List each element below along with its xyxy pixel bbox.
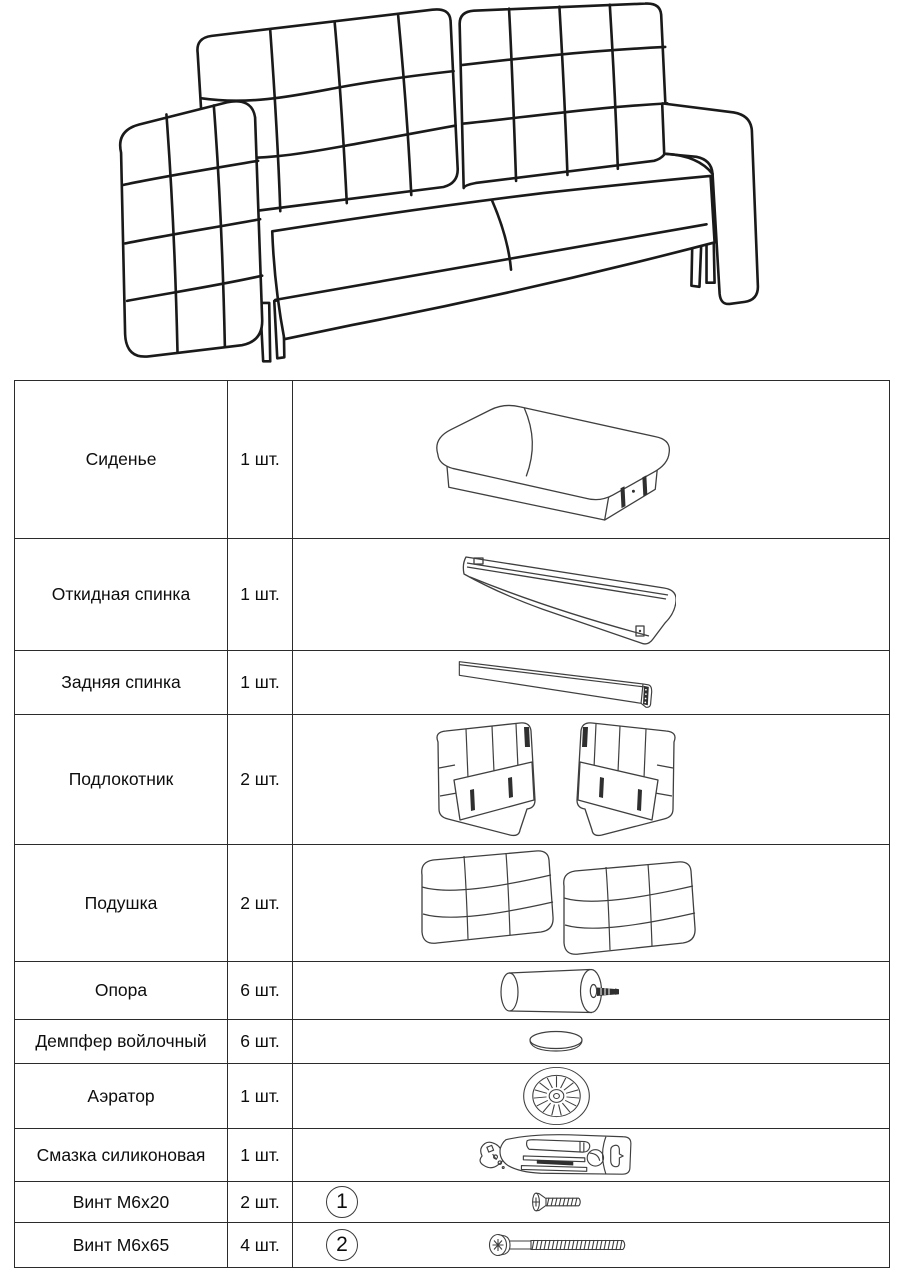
aerator-illustration-icon — [509, 1065, 604, 1127]
part-illustration-cell — [292, 845, 889, 961]
item-2-marker: 2 — [326, 1229, 358, 1261]
part-illustration-cell — [292, 1182, 889, 1222]
part-qty: 1 шт. — [227, 651, 292, 714]
part-illustration-cell — [292, 381, 889, 538]
part-qty: 1 шт. — [227, 1129, 292, 1181]
part-name: Подлокотник — [68, 769, 174, 790]
part-qty: 2 шт. — [227, 845, 292, 961]
table-row — [15, 381, 889, 538]
part-qty: 1 шт. — [227, 381, 292, 538]
table-row — [15, 650, 889, 714]
parts-table — [14, 380, 890, 1268]
part-name: Подушка — [84, 892, 158, 913]
part-name: Демпфер войлочный — [35, 1031, 207, 1052]
table-row — [15, 1063, 889, 1128]
part-qty: 4 шт. — [227, 1223, 292, 1267]
part-qty: 6 шт. — [227, 962, 292, 1019]
part-illustration-cell — [292, 1129, 889, 1181]
part-qty: 1 шт. — [227, 1064, 292, 1128]
part-name: Аэратор — [87, 1085, 155, 1106]
part-qty: 1 шт. — [227, 539, 292, 650]
part-name: Опора — [94, 980, 148, 1001]
part-illustration-cell — [292, 1020, 889, 1063]
part-name: Смазка силиконовая — [36, 1144, 206, 1165]
sofa-line-drawing-icon — [110, 0, 770, 372]
rear-back-panel-illustration-icon — [431, 654, 681, 712]
part-qty: 2 шт. — [227, 715, 292, 844]
part-qty: 2 шт. — [227, 1182, 292, 1222]
table-row — [15, 714, 889, 844]
part-name: Винт М6х20 — [72, 1191, 170, 1212]
part-illustration-cell — [292, 539, 889, 650]
table-row — [15, 1019, 889, 1063]
screw-m6x20-illustration-icon — [529, 1190, 583, 1214]
part-illustration-cell — [292, 1064, 889, 1128]
part-illustration-cell — [292, 651, 889, 714]
part-name: Винт М6х65 — [72, 1234, 170, 1255]
cushion-pair-illustration-icon — [406, 847, 706, 959]
armrest-pair-illustration-icon — [406, 720, 706, 840]
part-illustration-cell — [292, 1223, 889, 1267]
support-leg-illustration-icon — [489, 965, 624, 1017]
felt-damper-illustration-icon — [521, 1029, 591, 1055]
part-illustration-cell — [292, 715, 889, 844]
table-row — [15, 844, 889, 961]
table-row — [15, 1128, 889, 1181]
part-name: Откидная спинка — [51, 584, 191, 605]
table-row — [15, 961, 889, 1019]
folding-backrest-illustration-icon — [436, 542, 676, 647]
part-illustration-cell — [292, 962, 889, 1019]
part-name: Задняя спинка — [61, 672, 181, 693]
table-row — [15, 538, 889, 650]
seat-illustration-icon — [402, 393, 710, 527]
screw-m6x65-illustration-icon — [487, 1231, 629, 1259]
table-row — [15, 1181, 889, 1222]
part-qty: 6 шт. — [227, 1020, 292, 1063]
silicone-grease-illustration-icon — [470, 1131, 642, 1179]
item-1-marker: 1 — [326, 1186, 358, 1218]
table-row — [15, 1222, 889, 1267]
part-name: Сиденье — [85, 449, 157, 470]
sofa-hero — [110, 0, 770, 372]
